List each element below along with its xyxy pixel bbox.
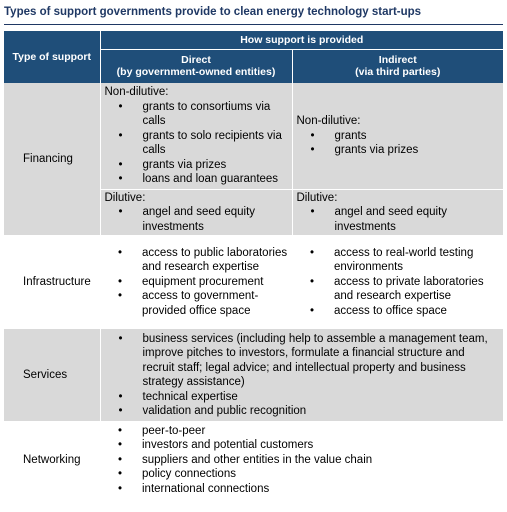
list-item: • policy connections [142, 467, 499, 482]
services-cell [100, 329, 503, 421]
infrastructure-direct [100, 235, 292, 329]
header-direct-sub: (by government-owned entities) [116, 66, 276, 79]
list-item: • business services (including help to assemble a management team, improve pitches to investors, formulate a financial structure and recruit staff; legal advice; and intellectual property and business strategy assistance) [143, 332, 500, 390]
financing-direct-nondilutive [100, 83, 292, 189]
networking-list [104, 424, 499, 497]
list-item: • access to public laboratories and research expertise [142, 246, 288, 275]
header-indirect [292, 49, 503, 83]
services-list [105, 332, 500, 419]
row-label-infrastructure: Infrastructure [23, 275, 91, 288]
list-item: • access to office space [334, 304, 499, 319]
list-item: • international connections [142, 482, 499, 497]
financing-direct-nd-caption: Non-dilutive: [104, 86, 169, 98]
financing-indirect-d-list [297, 205, 500, 234]
list-item: • grants to solo recipients via calls [143, 129, 288, 158]
table-title: Types of support governments provide to clean energy technology start-ups [4, 6, 422, 18]
list-item: • suppliers and other entities in the value chain [142, 453, 499, 468]
header-type-of-support: Type of support [4, 31, 100, 83]
list-item: • investors and potential customers [142, 438, 499, 453]
list-item: • equipment procurement [142, 275, 288, 290]
header-indirect-title: Indirect [378, 54, 417, 67]
list-item: • validation and public recognition [143, 404, 500, 419]
list-item: • angel and seed equity investments [143, 205, 288, 234]
list-item: • access to real-world testing environments [334, 246, 499, 275]
infrastructure-indirect [292, 235, 503, 329]
header-direct [100, 49, 292, 83]
list-item: • loans and loan guarantees [143, 172, 288, 187]
row-label-services: Services [4, 329, 100, 421]
list-item: • grants to consortiums via calls [143, 100, 288, 129]
financing-indirect-nondilutive [292, 83, 503, 189]
financing-indirect-nd-caption: Non-dilutive: [296, 115, 361, 127]
list-item: • grants via prizes [335, 143, 500, 158]
financing-direct-d-caption: Dilutive: [104, 191, 146, 204]
title-rule [4, 24, 503, 25]
header-direct-title: Direct [181, 54, 211, 67]
infrastructure-indirect-list [296, 246, 499, 319]
list-item: • technical expertise [143, 390, 500, 405]
list-item: • peer-to-peer [142, 424, 499, 439]
list-item: • access to government-provided office space [142, 289, 288, 318]
list-item: • angel and seed equity investments [335, 205, 500, 234]
financing-direct-d-list [105, 205, 288, 234]
list-item: • grants [335, 129, 500, 144]
financing-direct-dilutive [100, 189, 292, 235]
list-item: • grants via prizes [143, 158, 288, 173]
infrastructure-direct-list [104, 246, 288, 319]
header-indirect-sub: (via third parties) [355, 66, 441, 79]
networking-cell [100, 421, 503, 499]
row-label-financing: Financing [4, 83, 100, 235]
financing-indirect-nd-list [297, 129, 500, 158]
financing-indirect-dilutive [292, 189, 503, 235]
row-label-networking: Networking [23, 453, 81, 466]
header-how-support-provided: How support is provided [100, 31, 503, 49]
financing-direct-nd-list [105, 100, 288, 187]
list-item: • access to private laboratories and research expertise [334, 275, 499, 304]
financing-indirect-d-caption: Dilutive: [296, 191, 338, 204]
support-table [4, 31, 503, 499]
